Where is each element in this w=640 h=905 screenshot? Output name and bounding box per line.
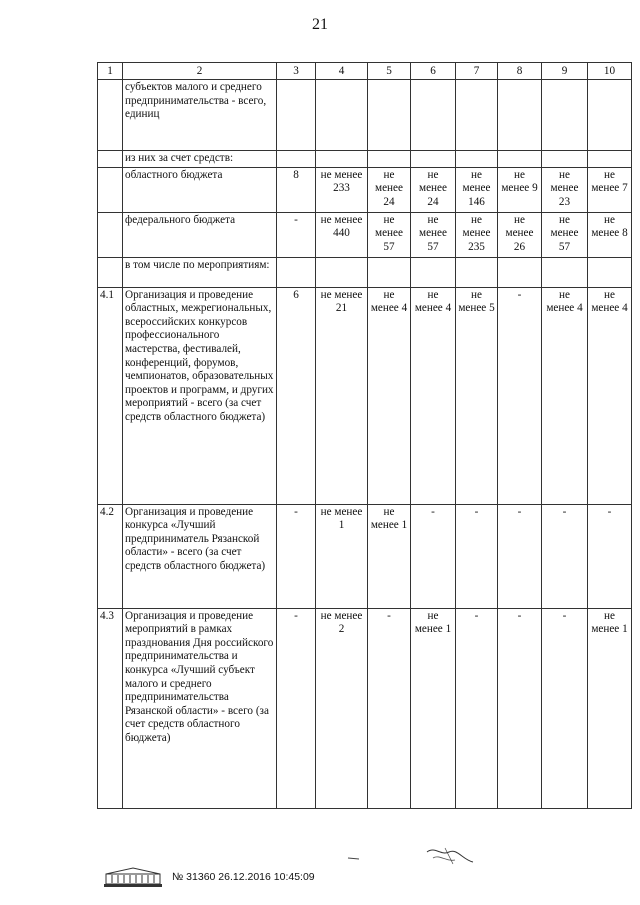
value-cell: не менее 4 <box>542 287 588 504</box>
value-cell <box>368 257 411 287</box>
value-cell: не менее 57 <box>368 212 411 257</box>
row-description: областного бюджета <box>123 167 277 212</box>
value-cell <box>277 80 316 151</box>
value-cell <box>411 257 456 287</box>
value-cell: - <box>368 608 411 808</box>
value-cell: - <box>277 504 316 608</box>
page-number: 21 <box>312 16 328 33</box>
row-description: Организация и проведение мероприятий в рамках празднования Дня российского предпринимательства и конкурса «Лучший субъект малого и среднего предпринимательства Рязанской области» - всего (за счет средств областного бюджета) <box>123 608 277 808</box>
value-cell: - <box>542 608 588 808</box>
value-cell: не менее 57 <box>411 212 456 257</box>
value-cell <box>368 151 411 168</box>
value-cell: не менее 9 <box>498 167 542 212</box>
value-cell: не менее 8 <box>588 212 632 257</box>
value-cell <box>498 257 542 287</box>
value-cell <box>588 257 632 287</box>
value-cell <box>456 80 498 151</box>
value-cell: - <box>588 504 632 608</box>
value-cell: - <box>277 212 316 257</box>
value-cell: 6 <box>277 287 316 504</box>
value-cell: не менее 4 <box>588 287 632 504</box>
value-cell: не менее 1 <box>368 504 411 608</box>
table-row <box>98 257 632 287</box>
dash-mark-icon <box>347 855 361 861</box>
header-cell: 10 <box>588 63 632 80</box>
value-cell: не менее 5 <box>456 287 498 504</box>
value-cell <box>277 151 316 168</box>
header-cell: 4 <box>316 63 368 80</box>
header-cell: 6 <box>411 63 456 80</box>
value-cell: - <box>411 504 456 608</box>
value-cell: не менее 235 <box>456 212 498 257</box>
row-description: Организация и проведение конкурса «Лучший предприниматель Рязанской области» - всего (за счет средств областного бюджета) <box>123 504 277 608</box>
value-cell <box>411 80 456 151</box>
signature-scribble-icon <box>425 842 475 870</box>
value-cell <box>542 257 588 287</box>
header-cell: 3 <box>277 63 316 80</box>
row-index <box>98 151 123 168</box>
header-cell: 2 <box>123 63 277 80</box>
table-row <box>98 608 632 808</box>
value-cell <box>542 80 588 151</box>
value-cell <box>316 80 368 151</box>
value-cell: не менее 23 <box>542 167 588 212</box>
value-cell: не менее 2 <box>316 608 368 808</box>
table-row <box>98 212 632 257</box>
value-cell <box>588 80 632 151</box>
value-cell: не менее 7 <box>588 167 632 212</box>
data-table <box>97 62 632 809</box>
value-cell: 8 <box>277 167 316 212</box>
value-cell: не менее 440 <box>316 212 368 257</box>
value-cell: - <box>498 608 542 808</box>
table-row <box>98 151 632 168</box>
table-row <box>98 504 632 608</box>
row-index <box>98 257 123 287</box>
row-index: 4.1 <box>98 287 123 504</box>
table-row <box>98 167 632 212</box>
header-cell: 7 <box>456 63 498 80</box>
value-cell: не менее 21 <box>316 287 368 504</box>
value-cell: - <box>456 608 498 808</box>
value-cell: не менее 24 <box>368 167 411 212</box>
header-cell: 8 <box>498 63 542 80</box>
value-cell: не менее 4 <box>411 287 456 504</box>
header-cell: 5 <box>368 63 411 80</box>
value-cell <box>456 257 498 287</box>
registration-text: № 31360 26.12.2016 10:45:09 <box>172 871 315 883</box>
value-cell <box>411 151 456 168</box>
value-cell <box>456 151 498 168</box>
value-cell: не менее 4 <box>368 287 411 504</box>
header-cell: 1 <box>98 63 123 80</box>
value-cell <box>316 151 368 168</box>
row-description: Организация и проведение областных, межрегиональных, всероссийских конкурсов профессионального мастерства, фестивалей, конференций, форумов, чемпионатов, образовательных проектов и программ, и других мероприятий - всего (за счет средств областного бюджета) <box>123 287 277 504</box>
row-index <box>98 80 123 151</box>
table-row <box>98 287 632 504</box>
value-cell: - <box>456 504 498 608</box>
value-cell: не менее 1 <box>316 504 368 608</box>
row-index <box>98 212 123 257</box>
registration-footer <box>102 866 315 888</box>
row-index: 4.3 <box>98 608 123 808</box>
row-description: из них за счет средств: <box>123 151 277 168</box>
value-cell: не менее 233 <box>316 167 368 212</box>
row-description: федерального бюджета <box>123 212 277 257</box>
row-description: субъектов малого и среднего предпринимательства - всего, единиц <box>123 80 277 151</box>
value-cell <box>316 257 368 287</box>
value-cell <box>368 80 411 151</box>
value-cell: не менее 24 <box>411 167 456 212</box>
value-cell: - <box>277 608 316 808</box>
value-cell: - <box>542 504 588 608</box>
value-cell <box>498 80 542 151</box>
row-description: в том числе по мероприятиям: <box>123 257 277 287</box>
table-row <box>98 80 632 151</box>
row-index <box>98 167 123 212</box>
value-cell: не менее 26 <box>498 212 542 257</box>
value-cell: - <box>498 504 542 608</box>
value-cell: не менее 57 <box>542 212 588 257</box>
value-cell <box>277 257 316 287</box>
building-stamp-icon <box>102 866 164 888</box>
header-cell: 9 <box>542 63 588 80</box>
value-cell <box>498 151 542 168</box>
value-cell: - <box>498 287 542 504</box>
table-header-row <box>98 63 632 80</box>
value-cell <box>588 151 632 168</box>
value-cell <box>542 151 588 168</box>
value-cell: не менее 146 <box>456 167 498 212</box>
value-cell: не менее 1 <box>588 608 632 808</box>
value-cell: не менее 1 <box>411 608 456 808</box>
row-index: 4.2 <box>98 504 123 608</box>
